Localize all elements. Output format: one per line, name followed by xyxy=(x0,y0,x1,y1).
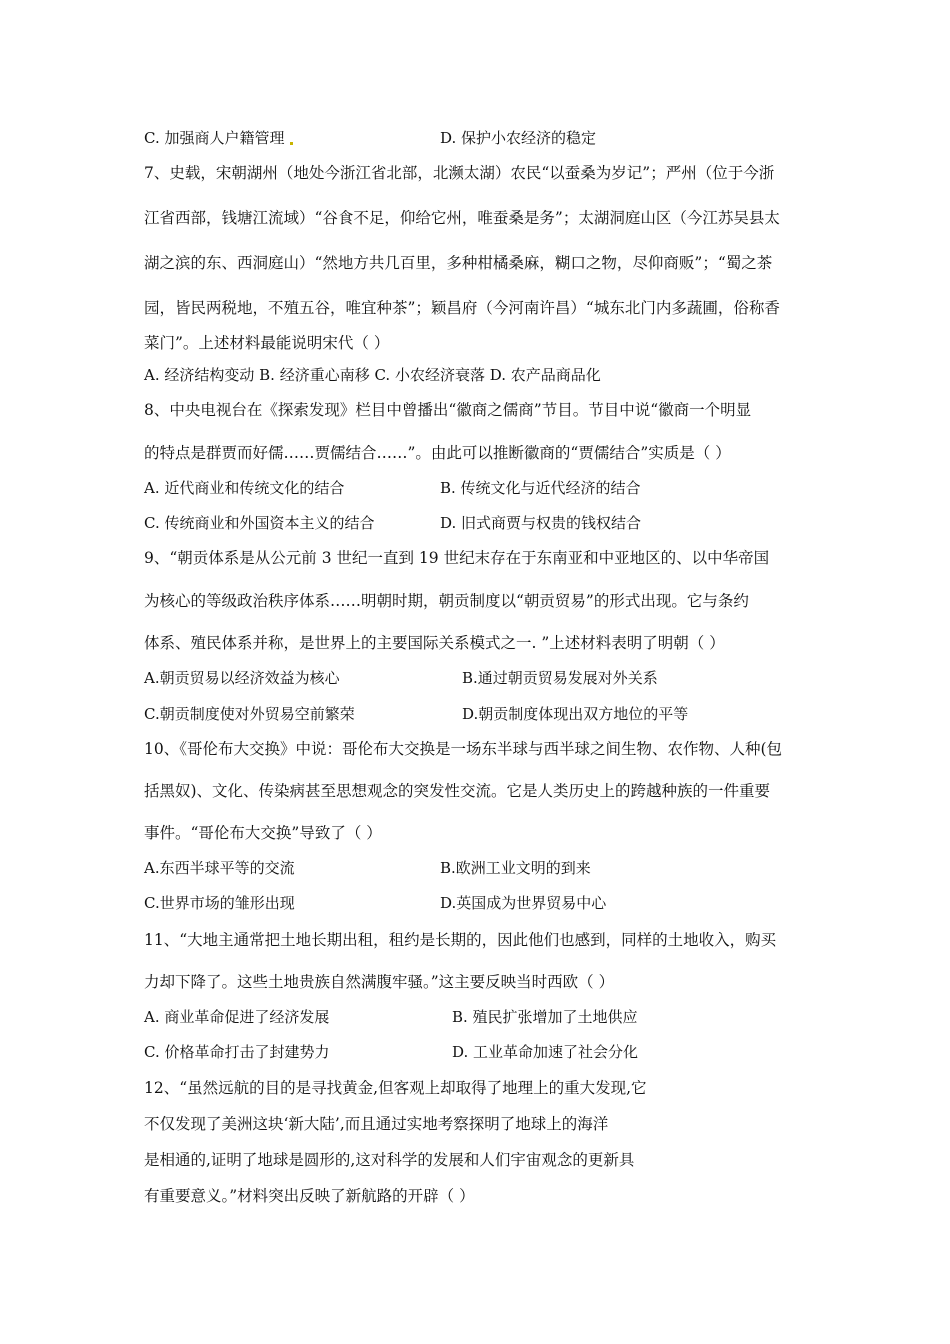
q9-option-b: B.通过朝贡贸易发展对外关系 xyxy=(462,669,658,687)
q7-stem-line-3: 湖之滨的东、西洞庭山）“然地方共几百里，多种柑橘桑麻，糊口之物，尽仰商贩”；“蜀之茶 xyxy=(144,254,773,272)
q10-stem-line-1: 10、《哥伦布大交换》中说：哥伦布大交换是一场东半球与西半球之间生物、农作物、人种(包 xyxy=(144,740,783,758)
q8-option-b: B. 传统文化与近代经济的结合 xyxy=(440,479,641,497)
q11-option-c: C. 价格革命打击了封建势力 xyxy=(144,1043,330,1061)
q11-stem-line-1: 11、“大地主通常把土地长期出租，租约是长期的，因此他们也感到，同样的土地收入，购买 xyxy=(144,931,777,949)
q8-stem-line-2: 的特点是群贾而好儒……贾儒结合……”。由此可以推断徽商的“贾儒结合”实质是（ ） xyxy=(144,444,731,462)
q10-stem-line-2: 括黑奴)、文化、传染病甚至思想观念的突发性交流。它是人类历史上的跨越种族的一件重要 xyxy=(144,782,771,800)
q7-stem-line-4: 园，皆民两税地，不殖五谷，唯宜种茶”；颖昌府（今河南许昌）“城东北门内多蔬圃，俗称香 xyxy=(144,299,780,317)
q9-option-d: D.朝贡制度体现出双方地位的平等 xyxy=(462,705,689,723)
q7-stem-line-2: 江省西部，钱塘江流域）“谷食不足，仰给它州，唯蚕桑是务”；太湖洞庭山区（今江苏吴县太 xyxy=(144,209,780,227)
q7-stem-line-5: 菜门”。上述材料最能说明宋代（ ） xyxy=(144,334,390,352)
q11-option-b: B. 殖民扩张增加了土地供应 xyxy=(452,1008,638,1026)
q9-option-a: A.朝贡贸易以经济效益为核心 xyxy=(144,669,340,687)
q12-stem-line-3: 是相通的,证明了地球是圆形的,这对科学的发展和人们宇宙观念的更新具 xyxy=(144,1151,635,1169)
q12-stem-line-1: 12、“虽然远航的目的是寻找黄金,但客观上却取得了地理上的重大发现,它 xyxy=(144,1079,647,1097)
q7-options: A. 经济结构变动 B. 经济重心南移 C. 小农经济衰落 D. 农产品商品化 xyxy=(144,366,601,384)
q9-stem-line-1: 9、“朝贡体系是从公元前 3 世纪一直到 19 世纪末存在于东南亚和中亚地区的、以中华帝国 xyxy=(144,549,770,567)
q10-option-a: A.东西半球平等的交流 xyxy=(144,859,295,877)
q9-option-c: C.朝贡制度使对外贸易空前繁荣 xyxy=(144,705,355,723)
q9-stem-line-2: 为核心的等级政治秩序体系……明朝时期，朝贡制度以“朝贡贸易”的形式出现。它与条约 xyxy=(144,592,749,610)
stray-mark xyxy=(290,142,293,145)
q8-option-d: D. 旧式商贾与权贵的钱权结合 xyxy=(440,514,642,532)
q6-option-c: C. 加强商人户籍管理 xyxy=(144,128,293,148)
q6-option-d: D. 保护小农经济的稳定 xyxy=(440,129,597,147)
q9-stem-line-3: 体系、殖民体系并称，是世界上的主要国际关系模式之一. ”上述材料表明了明朝（ ） xyxy=(144,634,725,652)
q12-stem-line-2: 不仅发现了美洲这块‘新大陆’,而且通过实地考察探明了地球上的海洋 xyxy=(144,1115,609,1133)
q11-option-d: D. 工业革命加速了社会分化 xyxy=(452,1043,639,1061)
q10-option-b: B.欧洲工业文明的到来 xyxy=(440,859,591,877)
q8-option-c: C. 传统商业和外国资本主义的结合 xyxy=(144,514,375,532)
q11-option-a: A. 商业革命促进了经济发展 xyxy=(144,1008,330,1026)
q10-option-d: D.英国成为世界贸易中心 xyxy=(440,894,607,912)
q12-stem-line-4: 有重要意义。”材料突出反映了新航路的开辟（ ） xyxy=(144,1187,475,1205)
q8-option-a: A. 近代商业和传统文化的结合 xyxy=(144,479,345,497)
q10-stem-line-3: 事件。“哥伦布大交换”导致了（ ） xyxy=(144,824,382,842)
q7-stem-line-1: 7、史载，宋朝湖州（地处今浙江省北部，北濒太湖）农民“以蚕桑为岁记”；严州（位于今浙 xyxy=(144,164,775,182)
q8-stem-line-1: 8、中央电视台在《探索发现》栏目中曾播出“徽商之儒商”节目。节目中说“徽商一个明显 xyxy=(144,401,752,419)
q11-stem-line-2: 力却下降了。这些土地贵族自然满腹牢骚。”这主要反映当时西欧（ ） xyxy=(144,973,615,991)
q10-option-c: C.世界市场的雏形出现 xyxy=(144,894,295,912)
